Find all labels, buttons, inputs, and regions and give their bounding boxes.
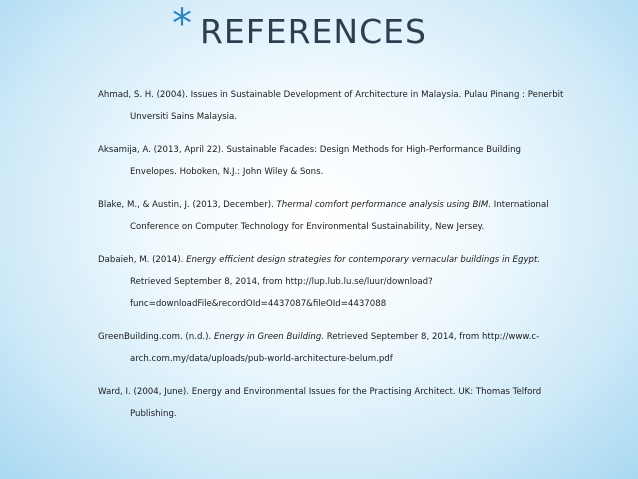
reference-item [98,84,568,128]
asterisk-bullet: * [172,1,192,47]
reference-text-tail: International Conference on Computer Technology for Environmental Sustainability, New Jersey. [130,200,549,232]
reference-text: Blake, M., & Austin, J. (2013, December). [98,200,277,210]
page-title: REFERENCES [200,12,427,51]
reference-text: Aksamija, A. (2013, April 22). Sustainable Facades: Design Methods for High-Performance Building Envelopes. Hoboken, N.J.: John Wiley & Sons. [98,145,522,177]
reference-text: Ward, I. (2004, June). Energy and Environmental Issues for the Practising Architect. UK: Thomas Telford Publishing. [98,387,542,419]
reference-list [98,84,568,436]
reference-item [98,326,568,370]
reference-italic-title: Energy efficient design strategies for contemporary vernacular buildings in Egypt. [186,255,541,265]
reference-text: GreenBuilding.com. (n.d.). [98,332,214,342]
reference-item [98,194,568,238]
reference-text-tail: Retrieved September 8, 2014, from http://www.c-arch.com.my/data/uploads/pub-world-architecture-belum.pdf [130,332,540,364]
reference-item [98,381,568,425]
reference-italic-title: Thermal comfort performance analysis using BIM. [276,200,492,210]
reference-text: Ahmad, S. H. (2004). Issues in Sustainable Development of Architecture in Malaysia. Pulau Pinang : Penerbit Unversiti Sains Malaysia. [98,90,564,122]
reference-text-tail: Retrieved September 8, 2014, from http://lup.lub.lu.se/luur/download?func=downloadFile&recordOId=4437087&fileOId=4437088 [130,277,433,309]
reference-text: Dabaieh, M. (2014). [98,255,187,265]
reference-item [98,139,568,183]
reference-italic-title: Energy in Green Building. [213,332,325,342]
title-block [172,1,427,54]
reference-item [98,249,568,315]
